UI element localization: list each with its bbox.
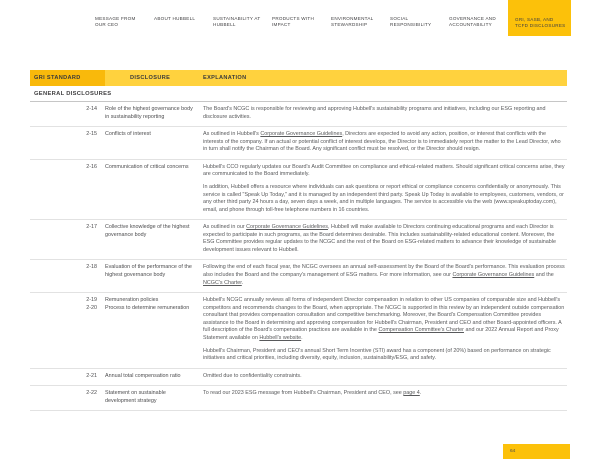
col-header-explanation: EXPLANATION [203,75,247,81]
section-row-general-disclosures: GENERAL DISCLOSURES [30,86,567,102]
disclosure-title: Statement on sustainable development strategy [105,390,166,404]
inline-link-compensation-committee-s-charter[interactable]: Compensation Committee's Charter [378,327,464,334]
explanation-paragraph [203,224,565,254]
disclosure-cell [30,373,203,381]
disclosure-code: 2-14 [86,106,97,112]
explanation-paragraph [203,348,565,363]
explanation-text: Hubbell's NCGC annually reviews all forms of independent Director compensation in relation to other US companies of comparable size and Hubbell's competitors and recommends changes to the Board, when appropriate. The NCGC is supported in this review by an independent outside compensation consultant that provides compensation consultation and competitive benchmarking. Moreover, the Board's Compensation Committee provides assistance to the Board in determining and approving compensation for Hubbell's Chairman, President and CEO and other Board-appointed officers. A full description of the Board's compensation practices are available in the [203,297,565,334]
explanation-cell [203,373,567,381]
disclosure-cell [30,224,203,254]
disclosure-code: 2-15 [86,131,97,138]
disclosure-cell [30,131,203,154]
explanation-text: In addition, Hubbell offers a resource where individuals can ask questions or report ethical or compliance concerns confidentially or anonymously. This service is called "Speak Up Today," and it is managed by an independent third party. Speak Up Today is available to employees, customers, vendors, or any other third party 24 hours a day, seven days a week, and in multiple languages. The service is accessible via the web (www.speakuptoday.com), email, and phone through toll-free telephone numbers in 16 countries. [203,183,564,213]
nav-item-about-hubbell[interactable]: ABOUT HUBBELL [154,16,196,21]
inline-link-ncgc-s-charter[interactable]: NCGC's Charter [203,279,242,286]
explanation-cell [203,224,567,254]
disclosure-code: 2-22 [86,390,97,397]
nav-item-gri-sasb-and-tcfd-disclosures[interactable]: GRI, SASB, AND TCFD DISCLOSURES [508,0,571,36]
explanation-text: Hubbell's CCO regularly updates our Board's Audit Committee on compliance and ethical-related matters. Should significant critical concerns arise, they are communicated to the Board immediately. [203,163,565,178]
disclosure-item [30,164,203,172]
explanation-text: The Board's NCGC is responsible for reviewing and approving Hubbell's sustainability programs and initiatives, including our ESG reporting and disclosure activities. [203,106,546,120]
explanation-text: Omitted due to confidentiality constraints. [203,372,302,379]
inline-link-page-4[interactable]: page 4 [403,390,420,397]
table-row [30,369,567,387]
explanation-text: Hubbell's Chairman, President and CEO's annual Short Term Incentive (STI) award has a component (of 20%) based on performance on strategic initiatives and critical priorities, including diversity, equity, inclusion, sustainability/ESG, and safety. [203,347,551,362]
disclosure-title: Annual total compensation ratio [105,372,181,379]
nav-item-message-from-our-ceo[interactable]: MESSAGE FROM OUR CEO [95,16,136,28]
table-row [30,293,567,369]
explanation-paragraph [203,164,565,179]
nav-item-social-responsibility[interactable]: SOCIAL RESPONSIBILITY [390,16,432,28]
table-row [30,260,567,293]
disclosure-title: Remuneration policies [105,297,159,304]
disclosure-item [30,224,203,239]
col-header-gri-standard: GRI STANDARD [34,75,81,81]
explanation-text: As outlined in Hubbell's [203,131,261,138]
nav-item-governance-and-accountability[interactable]: GOVERNANCE AND ACCOUNTABILITY [449,16,496,28]
table-row [30,102,567,127]
disclosure-item [30,106,203,121]
disclosure-cell [30,106,203,121]
disclosure-title: Role of the highest governance body in sustainability reporting [105,106,193,120]
explanation-cell [203,297,567,363]
disclosure-cell [30,390,203,405]
explanation-cell [203,131,567,154]
explanation-text: and the [534,272,554,278]
explanation-paragraph [203,106,565,121]
disclosure-cell [30,164,203,214]
disclosure-item [30,297,203,305]
disclosure-title: Process to determine remuneration [105,304,190,311]
explanation-text: , Directors are expected to avoid any action, position, or interest that conflicts with the interests of the company. If an actual or potential conflict of interest develops, the Director is to immediately report the matter to the Lead Director, who in turn shall notify the Chairman of the Board. Any significant conflict must be resolved, or the Director should resign. [203,131,561,153]
inline-link-hubbell-s-website[interactable]: Hubbell's website [259,334,302,341]
table-row [30,386,567,411]
explanation-text: . [301,334,303,341]
disclosure-cell [30,297,203,363]
table-row [30,160,567,220]
inline-link-corporate-governance-guidelines[interactable]: Corporate Governance Guidelines [260,131,343,138]
disclosure-code: 2-20 [86,304,97,311]
table-row [30,127,567,160]
disclosure-title: Evaluation of the performance of the highest governance body [105,264,192,278]
explanation-text: As outlined in our [203,224,247,231]
nav-item-sustainability-at-hubbell[interactable]: SUSTAINABILITY AT HUBBELL [213,16,261,28]
explanation-paragraph [203,131,565,154]
explanation-paragraph [203,390,565,398]
explanation-text: . [241,279,244,286]
disclosure-item [30,305,203,313]
disclosure-title: Collective knowledge of the highest governance body [105,224,190,238]
explanation-paragraph [203,373,565,381]
disclosure-title: Communication of critical concerns [105,163,189,170]
page-number: 64 [510,449,516,454]
disclosure-item [30,390,203,405]
explanation-cell [203,164,567,214]
explanation-text: Following the end of each fiscal year, the NCGC oversees an annual self-assessment by the Board of the Board's performance. This evaluation process also includes the Board and the company's management of ESG matters. For more information, see our [203,264,565,278]
table-row [30,220,567,260]
inline-link-corporate-governance-guidelines[interactable]: Corporate Governance Guidelines [246,224,328,231]
disclosure-item [30,264,203,279]
table-rows [30,102,567,411]
disclosure-title: Conflicts of interest [105,131,151,138]
disclosure-code: 2-17 [86,224,97,231]
explanation-text: , Hubbell will make available to Directors continuing educational programs and each Director is expected to participate in such programs, as the Board determines desirable. This includes sustainability-related educational content. Moreover, the ESG Committee provides regular updates to the NCGC and the rest of the Board on ESG-related matters to advance their knowledge of sustainable development issues relevant to Hubbell. [203,224,556,253]
col-header-disclosure: DISCLOSURE [130,75,171,81]
table-header-row [30,70,567,86]
explanation-cell [203,390,567,405]
nav-item-products-with-impact[interactable]: PRODUCTS WITH IMPACT [272,16,315,28]
nav-item-environmental-stewardship[interactable]: ENVIRONMENTAL STEWARDSHIP [331,16,374,28]
explanation-cell [203,264,567,287]
explanation-paragraph [203,297,565,342]
disclosure-code: 2-18 [86,264,97,271]
explanation-cell [203,106,567,121]
explanation-paragraph [203,184,565,214]
gri-disclosures-table [30,70,567,411]
explanation-text: To read our 2023 ESG message from Hubbell's Chairman, President and CEO, see [203,390,404,397]
disclosure-code: 2-21 [86,372,97,379]
disclosure-code: 2-16 [86,163,97,170]
disclosure-code: 2-19 [86,297,97,304]
disclosure-item [30,131,203,139]
page-number-badge [503,444,570,459]
inline-link-corporate-governance-guidelines[interactable]: Corporate Governance Guidelines [452,272,535,278]
explanation-text: and our 2022 Annual Report and Proxy Statement available on [203,327,559,341]
top-nav [95,0,571,36]
explanation-text: . [419,390,422,397]
disclosure-item [30,373,203,381]
explanation-paragraph [203,264,565,287]
disclosure-cell [30,264,203,287]
